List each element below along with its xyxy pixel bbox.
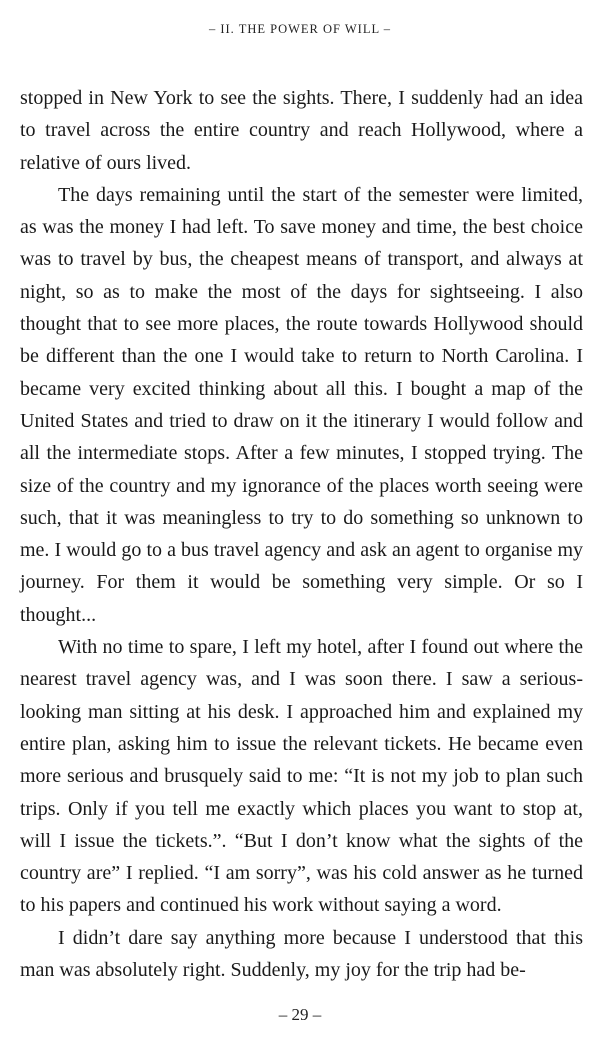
page-number: – 29 –	[278, 1005, 322, 1024]
body-text	[20, 82, 583, 986]
paragraph-2: The days remaining until the start of the semester were limited, as was the money I had left. To save money and time, the best choice was to travel by bus, the cheapest means of transport, and always at night, so as to make the most of the days for sightseeing. I also thought that to see more places, the route towards Hollywood should be different than the one I would take to return to North Carolina. I became very excited thinking about all this. I bought a map of the United States and tried to draw on it the itinerary I would follow and all the intermediate stops. After a few minutes, I stopped trying. The size of the country and my ignorance of the places worth seeing were such, that it was meaningless to try to do something so unknown to me. I would go to a bus travel agency and ask an agent to organise my journey. For them it would be something very simple. Or so I thought...	[20, 183, 583, 626]
paragraph-4: I didn’t dare say anything more because I understood that this man was absolutely right. Suddenly, my joy for the trip had be-	[20, 926, 583, 982]
paragraph-1: stopped in New York to see the sights. There, I suddenly had an idea to travel across the entire country and reach Hollywood, where a relative of ours lived.	[20, 87, 583, 174]
running-header: – II. THE POWER OF WILL –	[208, 22, 392, 36]
paragraph-3: With no time to spare, I left my hotel, after I found out where the nearest travel agency was, and I was soon there. I saw a serious-looking man sitting at his desk. I approached him and explained my entire plan, asking him to issue the relevant tickets. He became even more serious and brusquely said to me: “It is not my job to plan such trips. Only if you tell me exactly which places you want to stop at, will I issue the tickets.”. “But I don’t know what the sights of the country are” I replied. “I am sorry”, was his cold answer as he turned to his papers and continued his work without saying a word.	[20, 636, 583, 917]
